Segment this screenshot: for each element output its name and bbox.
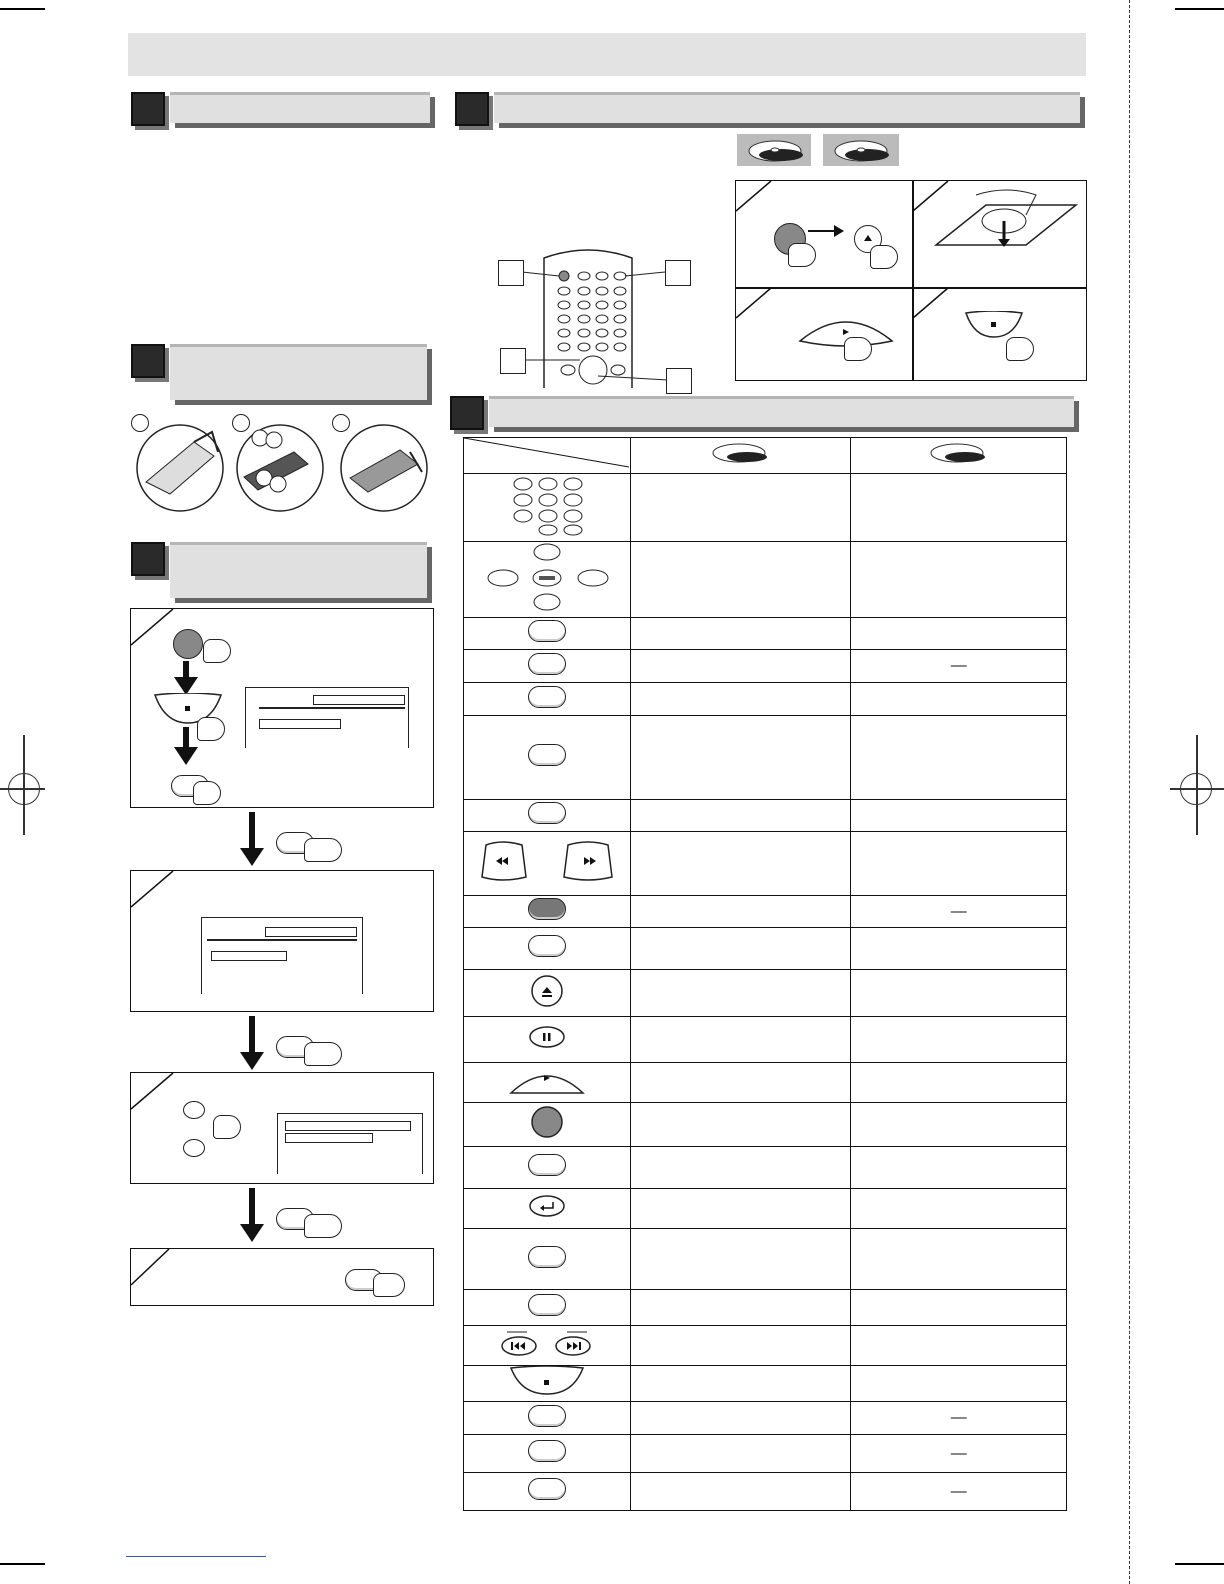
oval-button-icon <box>528 1246 566 1268</box>
menu-item-highlight <box>211 951 287 961</box>
table-row <box>464 832 1067 896</box>
pause-button-icon <box>527 1025 567 1049</box>
not-applicable-dash: — <box>851 896 1067 928</box>
cd-disc-icon <box>919 441 999 465</box>
oval-button-icon <box>528 653 566 675</box>
arrow-down-icon <box>240 848 264 866</box>
oval-button-icon <box>528 744 566 766</box>
function-table <box>463 437 1067 1511</box>
hand-icon <box>788 243 816 267</box>
arrow-right-icon <box>806 223 846 239</box>
table-row <box>464 800 1067 832</box>
callout-box <box>498 260 524 286</box>
table-header-row <box>464 438 1067 474</box>
return-button-icon <box>527 1194 567 1218</box>
section-number-box <box>131 344 165 378</box>
table-corner-cell <box>464 438 631 474</box>
hand-icon <box>373 1273 405 1297</box>
remote-control-illustration <box>498 248 693 390</box>
callout-box <box>665 260 691 286</box>
quick-playback-panel <box>735 180 1087 381</box>
play-button-icon <box>507 1063 587 1097</box>
setup-step-panel <box>130 608 434 808</box>
table-row <box>464 474 1067 542</box>
flow-arrow-shaft <box>249 812 255 852</box>
hand-icon <box>870 245 898 269</box>
table-row <box>464 618 1067 650</box>
oval-button-icon <box>528 1478 566 1500</box>
table-row <box>464 970 1067 1017</box>
section-header-bar <box>494 92 1080 123</box>
crop-mark <box>0 1563 45 1565</box>
section-number-box <box>450 396 484 430</box>
battery-insert-illustration <box>234 422 326 512</box>
setup-step-panel <box>130 870 434 1012</box>
setup-step-panel <box>130 1248 434 1306</box>
table-row <box>464 1103 1067 1147</box>
down-arrow-button <box>183 1139 205 1157</box>
dvd-disc-badge <box>737 134 811 166</box>
crop-mark <box>1175 8 1224 10</box>
dark-oval-button-icon <box>528 898 566 920</box>
menu-title-bar <box>313 695 405 705</box>
table-row <box>464 1147 1067 1189</box>
registration-mark-v <box>1196 735 1198 835</box>
table-row <box>464 650 1067 683</box>
dvd-header-cell <box>630 438 850 474</box>
battery-cover-open-illustration <box>134 422 226 512</box>
skip-buttons-icon <box>497 1328 597 1358</box>
crop-mark <box>0 8 45 10</box>
table-row <box>464 1290 1067 1326</box>
menu-title-bar <box>265 927 357 937</box>
arrow-down-icon <box>240 1224 264 1242</box>
not-applicable-dash: — <box>851 1435 1067 1473</box>
hand-icon <box>844 337 872 361</box>
table-row <box>464 1063 1067 1103</box>
hand-icon <box>193 781 221 805</box>
table-row <box>464 542 1067 618</box>
hand-icon <box>304 838 342 862</box>
dvd-disc-icon <box>737 134 811 166</box>
oval-button-icon <box>528 1294 566 1316</box>
up-arrow-button <box>183 1101 205 1119</box>
cd-disc-icon <box>823 134 899 166</box>
section-number-box <box>455 92 489 126</box>
section-header-bar <box>170 542 427 598</box>
hand-icon <box>213 1115 241 1139</box>
hand-icon <box>203 639 231 663</box>
dvd-disc-icon <box>701 441 781 465</box>
oval-button-icon <box>528 935 566 957</box>
table-row <box>464 1326 1067 1366</box>
arrow-down-icon <box>240 1052 264 1070</box>
cursor-keys-icon <box>477 542 617 612</box>
stop-button-icon <box>507 1366 587 1396</box>
table-row <box>464 928 1067 970</box>
table-row <box>464 683 1067 716</box>
not-applicable-dash: — <box>851 1473 1067 1511</box>
table-row <box>464 1473 1067 1511</box>
table-row <box>464 1435 1067 1473</box>
callout-box <box>500 348 526 374</box>
power-button-icon <box>527 1105 567 1139</box>
hand-icon <box>304 1214 342 1238</box>
section-number-box <box>131 92 165 126</box>
hand-icon <box>1006 337 1034 361</box>
table-row <box>464 1189 1067 1229</box>
oval-button-icon <box>528 802 566 824</box>
cd-header-cell <box>851 438 1067 474</box>
callout-box <box>666 368 692 394</box>
flow-arrow-shaft <box>249 1016 255 1056</box>
disc-tray-illustration <box>916 185 1084 283</box>
search-buttons-icon <box>472 837 622 885</box>
oval-button-icon <box>528 1440 566 1462</box>
oval-button-icon <box>528 620 566 642</box>
table-row <box>464 1366 1067 1402</box>
arrow-down-icon <box>174 747 198 765</box>
crop-mark <box>1175 1563 1224 1565</box>
section-header-bar <box>170 344 427 400</box>
section-header-bar <box>489 396 1074 427</box>
oval-button-icon <box>528 1405 566 1427</box>
flow-arrow-shaft <box>249 1188 255 1228</box>
not-applicable-dash: — <box>851 1402 1067 1435</box>
menu-item-highlight <box>259 719 341 729</box>
not-applicable-dash: — <box>851 650 1067 683</box>
page-title-bar <box>128 33 1086 76</box>
power-button <box>173 629 203 659</box>
setup-step-panel <box>130 1072 434 1184</box>
eject-button-icon <box>526 974 568 1008</box>
table-row <box>464 1402 1067 1435</box>
registration-mark-v <box>23 735 25 835</box>
section-header-bar <box>170 92 430 123</box>
hand-icon <box>197 717 225 741</box>
cut-line <box>1129 0 1130 1584</box>
cd-disc-badge <box>823 134 899 166</box>
number-keypad-icon <box>487 474 607 536</box>
oval-button-icon <box>528 1154 566 1176</box>
section-number-box <box>131 542 165 576</box>
menu-item-highlight <box>285 1121 411 1131</box>
table-row <box>464 1017 1067 1063</box>
table-row <box>464 896 1067 928</box>
footer-rule <box>126 1556 266 1557</box>
menu-item <box>285 1133 373 1143</box>
table-row <box>464 1229 1067 1290</box>
hand-icon <box>304 1042 342 1066</box>
table-row <box>464 716 1067 800</box>
battery-cover-close-illustration <box>338 422 430 512</box>
oval-button-icon <box>528 686 566 708</box>
